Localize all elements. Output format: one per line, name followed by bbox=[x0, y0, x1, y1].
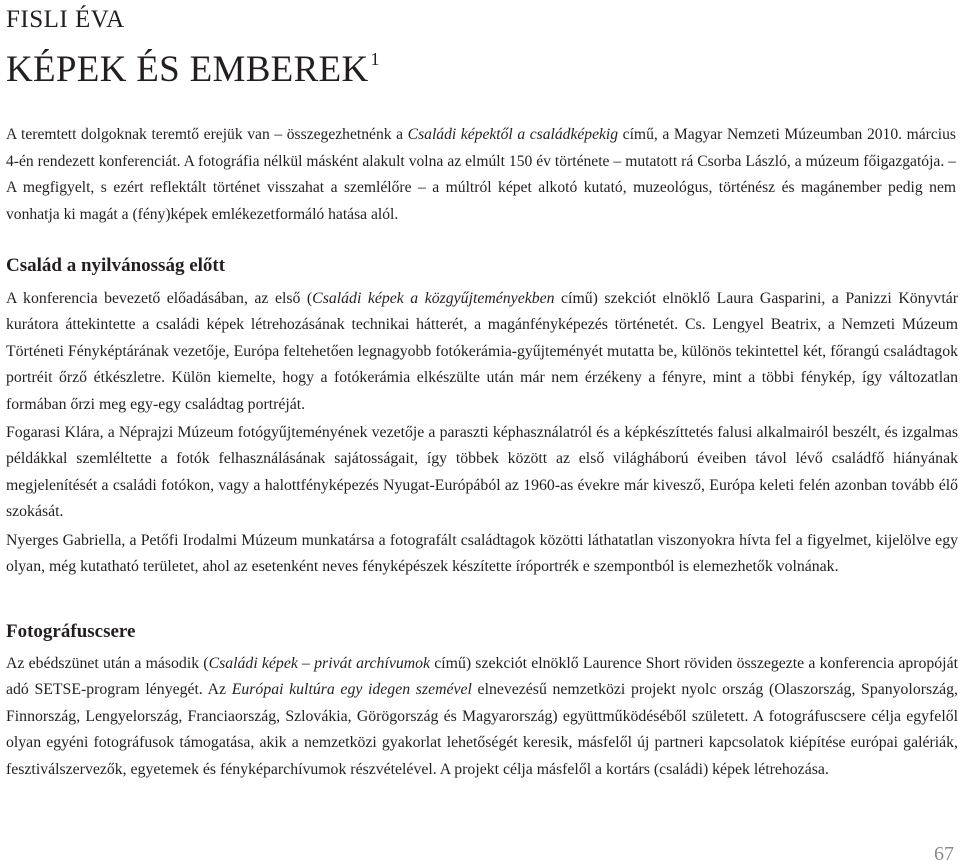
footnote-mark: 1 bbox=[370, 49, 380, 69]
intro-italic-title: Családi képektől a családképekig bbox=[407, 126, 619, 143]
section1-p1-italic: Családi képek a közgyűjteményekben bbox=[312, 290, 555, 307]
section2-paragraph-1 bbox=[6, 651, 958, 783]
section1-p1-text-b: című) szekciót elnöklő Laura Gasparini, a Panizzi Könyvtár kurátora áttekintette a családi képek létrehozásának technikai hátterét, a magánfényképezés történetét. Cs. Lengyel Beatrix, a Nemzeti Múzeum Történeti Fényképtárának vezetője, Európa feltehetően legnagyobb fotókerámia-gyűjteményét mutatta be, különös tekintettel két, főrangú családtagok portréit őrző étkészletre. Külön kiemelte, hogy a fotókerámia elkészülte után már nem érzékeny a fényre, mint a többi fénykép, így változatlan formában őrzi meg egy-egy családtag portréját. bbox=[6, 290, 958, 413]
section-photographer-exchange bbox=[6, 651, 958, 785]
section-family-public bbox=[6, 286, 958, 582]
intro-paragraph bbox=[6, 122, 956, 228]
intro-text-a: A teremtett dolgoknak teremtő erejük van – összegezhetnénk a bbox=[6, 126, 408, 143]
section-heading-photographer-exchange: Fotográfuscsere bbox=[6, 621, 136, 642]
section2-p1-text-a: Az ebédszünet után a második ( bbox=[6, 655, 209, 672]
section-heading-family: Család a nyilvánosság előtt bbox=[6, 255, 226, 276]
page-number: 67 bbox=[934, 843, 954, 865]
article-title bbox=[6, 38, 380, 91]
section1-paragraph-3: Nyerges Gabriella, a Petőfi Irodalmi Múzeum munkatársa a fotografált családtagok közötti láthatatlan viszonyokra hívta fel a figyelmet, kijelölve egy olyan, még kutatható területet, ahol az esetenként neves fényképészek készítette íróportrék e szempontból is elemezhetők volnának. bbox=[6, 531, 958, 576]
section2-p1-text-c: elnevezésű nemzetközi projekt nyolc ország (Olaszország, Spanyolország, Finnország, Lengyelország, Franciaország, Szlovákia, Görögország és Magyarország) együttműködéséből született. A fotográfuscsere célja egyfelől olyan egyéni fotográfusok támogatása, akik a nemzetközi gyakorlat lehetőségét keresik, másfelől új partneri kapcsolatok kiépítése európai galériák, fesztiválszervezők, egyetemek és fényképarchívumok részvételével. A projekt célja másfelől a kortárs (családi) képek létrehozása. bbox=[6, 681, 958, 778]
section2-p1-text-b: című) szekciót elnöklő Laurence Short röviden összegezte a konferencia apropóját adó SETSE-program lényegét. Az bbox=[6, 655, 958, 699]
article-author: FISLI ÉVA bbox=[6, 6, 125, 33]
article-title-text: KÉPEK ÉS EMBEREK bbox=[6, 49, 369, 90]
section1-p1-text-a: A konferencia bevezető előadásában, az első ( bbox=[6, 290, 313, 307]
section1-paragraph-1 bbox=[6, 286, 958, 418]
intro-text-b: című, a Magyar Nemzeti Múzeumban 2010. március 4-én rendezett konferenciát. A fotográfia nélkül másként alakult volna az elmúlt 150 év története – mutatott rá Csorba László, a múzeum főigazgatója. – A megfigyelt, s ezért reflektált történet visszahat a szemlélőre – a múltról képet alkotó kutató, muzeológus, történész és magánember pedig nem vonhatja ki magát a (fény)képek emlékezetformáló hatása alól. bbox=[6, 126, 956, 223]
section2-p1-italic-2: Európai kultúra egy idegen szemével bbox=[231, 681, 472, 699]
section2-p1-italic-1: Családi képek – privát archívumok bbox=[208, 655, 431, 672]
document-page bbox=[6, 0, 958, 868]
section1-paragraph-2: Fogarasi Klára, a Néprajzi Múzeum fotógyűjteményének vezetője a paraszti képhasználatról és a képkészíttetés falusi alkalmairól beszélt, és izgalmas példákkal szemléltette a fotók felhasználásának sajátosságait, így többek között az első világháború éveiben távol lévő családfő hiányának megjelenítését a családi fotókon, vagy a halottfényképezés Nyugat-Európából az 1960-as évekre már kivesző, Európa keleti felén azonban tovább élő szokását. bbox=[6, 424, 958, 521]
